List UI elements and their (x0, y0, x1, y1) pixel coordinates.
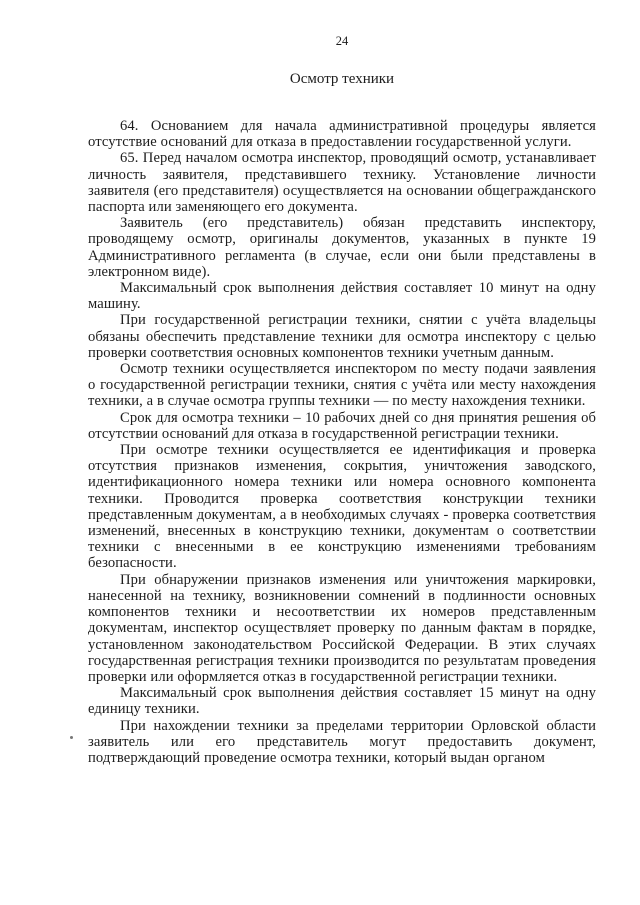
paragraph-64: 64. Основанием для начала административной процедуры является отсутствие оснований для отказа в предоставлении государственной услуги. (88, 118, 596, 151)
page-number: 24 (335, 34, 349, 48)
document-body (88, 118, 596, 766)
paragraph-65: 65. Перед началом осмотра инспектор, проводящий осмотр, устанавливает личность заявителя, представившего технику. Установление личности заявителя (его представителя) осуществляется на основании общегражданского паспорта или заменяющего его документа. (88, 150, 596, 216)
paragraph-marking-check: При обнаружении признаков изменения или уничтожения маркировки, нанесенной на технику, возникновении сомнений в подлинности основных компонентов техники и несоответствии их номеров представленным документам, инспектор осуществляет проверку по данным фактам в порядке, установленном законодательством Российской Федерации. В этих случаях государственная регистрация техники производится по результатам проведения проверки или оформляется отказ в государственной регистрации техники. (88, 571, 596, 685)
scan-dot-mark (70, 736, 73, 739)
paragraph-outside-region: При нахождении техники за пределами территории Орловской области заявитель или его представитель могут предоставить документ, подтверждающий проведение осмотра техники, который выдан органом (88, 717, 596, 766)
paragraph-applicant-documents: Заявитель (его представитель) обязан представить инспектору, проводящему осмотр, оригиналы документов, указанных в пункте 19 Административного регламента (в случае, если они были представлены в электронном виде). (88, 215, 596, 280)
paragraph-max-time-10: Максимальный срок выполнения действия составляет 10 минут на одну машину. (88, 280, 596, 313)
section-title: Осмотр техники (289, 71, 395, 87)
paragraph-registration-inspection: При государственной регистрации техники, снятии с учёта владельцы обязаны обеспечить представление техники для осмотра инспектору с целью проверки соответствия основных компонентов техники учетным данным. (88, 312, 596, 361)
paragraph-inspection-period: Срок для осмотра техники – 10 рабочих дней со дня принятия решения об отсутствии оснований для отказа в государственной регистрации техники. (88, 409, 596, 442)
paragraph-identification: При осмотре техники осуществляется ее идентификация и проверка отсутствия признаков изменения, сокрытия, уничтожения заводского, идентификационного номера техники или номера основного компонента техники. Проводится проверка соответствия конструкции техники представленным документам, а в необходимых случаях - проверка соответствия изменений, внесенных в конструкцию техники, документам о соответствии техники с внесенными в ее конструкцию изменениями требованиям безопасности. (88, 442, 596, 572)
paragraph-max-time-15: Максимальный срок выполнения действия составляет 15 минут на одну единицу техники. (88, 685, 596, 718)
paragraph-inspection-place: Осмотр техники осуществляется инспектором по месту подачи заявления о государственной регистрации техники, снятия с учёта или месту нахождения техники, а в случае осмотра группы техники — по месту нахождения техники. (88, 361, 596, 410)
